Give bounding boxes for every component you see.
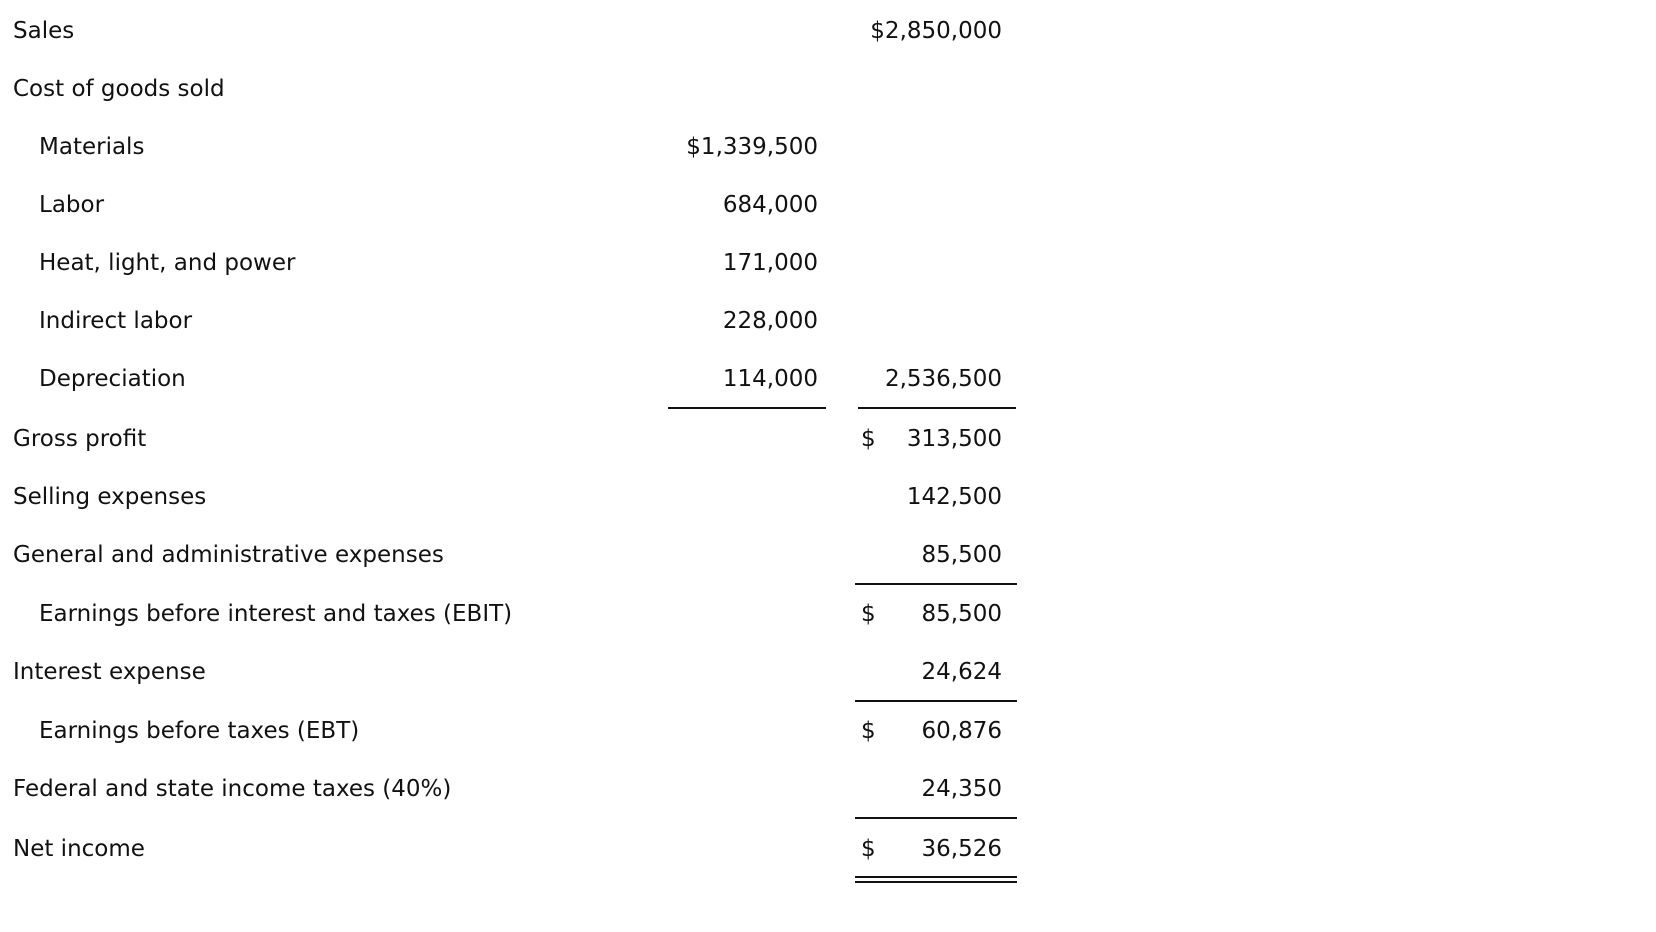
row-label: General and administrative expenses [13,542,444,568]
statement-row-selling-expenses [0,477,1656,517]
subtotal-rule-cogs-total [858,407,1016,409]
row-label: Gross profit [13,426,147,452]
currency-symbol: $ [861,426,876,452]
row-total: 60,876 [921,718,1002,744]
statement-row-labor [0,185,1656,225]
row-label: Materials [39,134,145,160]
row-label: Cost of goods sold [13,76,225,102]
row-label: Earnings before taxes (EBT) [39,718,360,744]
row-amount: 228,000 [722,308,818,334]
row-total: 142,500 [906,484,1002,510]
row-total: 36,526 [921,836,1002,862]
statement-row-net-income [0,829,1656,869]
row-total: 85,500 [921,601,1002,627]
statement-row-gross-profit [0,419,1656,459]
row-label: Indirect labor [39,308,193,334]
row-total: 24,624 [921,659,1002,685]
statement-row-ebit [0,594,1656,634]
row-label: Depreciation [39,366,186,392]
row-label: Federal and state income taxes (40%) [13,776,452,802]
statement-row-income-taxes [0,769,1656,809]
row-total: 313,500 [906,426,1002,452]
subtotal-rule-interest [855,700,1017,702]
row-label: Heat, light, and power [39,250,296,276]
double-underline-net-income [855,876,1017,883]
statement-row-interest-expense [0,652,1656,692]
row-total: $2,850,000 [870,18,1002,44]
statement-row-sales [0,11,1656,51]
statement-row-heat-light-power [0,243,1656,283]
statement-row-indirect-labor [0,301,1656,341]
currency-symbol: $ [861,601,876,627]
cogs-total: 2,536,500 [884,366,1002,392]
row-total: 24,350 [921,776,1002,802]
row-label: Interest expense [13,659,206,685]
row-total: 85,500 [921,542,1002,568]
row-amount: 684,000 [722,192,818,218]
row-label: Sales [13,18,75,44]
subtotal-rule-cogs-items [668,407,826,409]
currency-symbol: $ [861,836,876,862]
subtotal-rule-taxes [855,817,1017,819]
row-amount: 171,000 [722,250,818,276]
row-label: Selling expenses [13,484,207,510]
statement-row-depreciation [0,359,1656,399]
row-label: Earnings before interest and taxes (EBIT) [39,601,513,627]
row-label: Labor [39,192,105,218]
statement-row-cogs-heading [0,69,1656,109]
statement-row-ga-expenses [0,535,1656,575]
row-amount: 114,000 [722,366,818,392]
row-label: Net income [13,836,145,862]
subtotal-rule-expenses [855,583,1017,585]
row-amount: $1,339,500 [686,134,818,160]
currency-symbol: $ [861,718,876,744]
statement-row-materials [0,127,1656,167]
statement-row-ebt [0,711,1656,751]
